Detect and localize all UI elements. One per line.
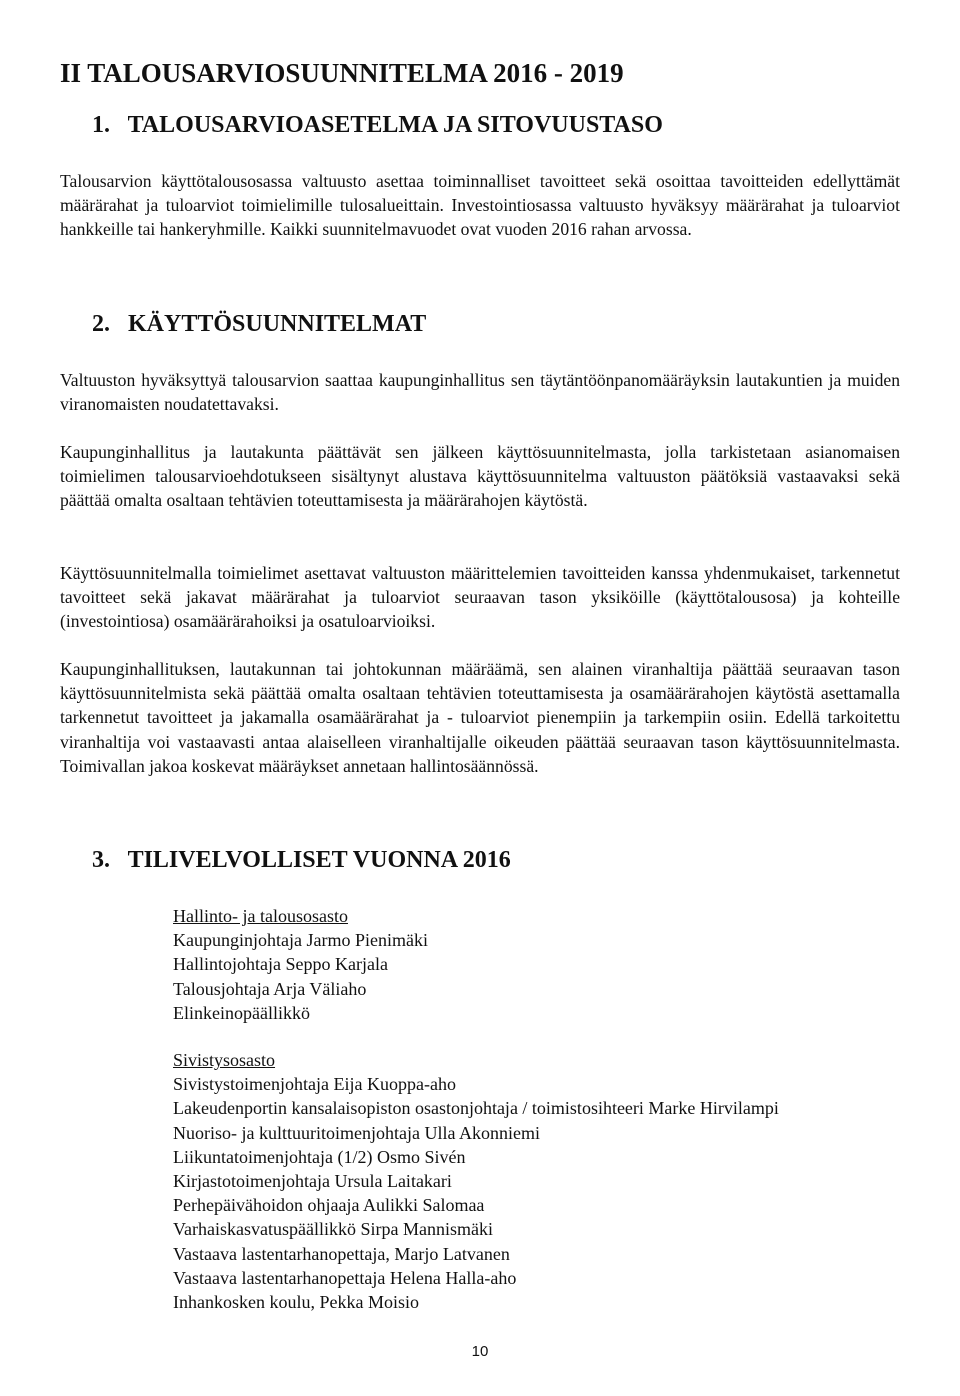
section-2-paragraph-2: Kaupunginhallitus ja lautakunta päättävät sen jälkeen käyttösuunnitelmasta, jolla tarkistetaan asianomaisen toimielimen talousarvioehdotukseen sisältynyt alustava käyttösuunnitelma valtuuston päätöksiä vastaavaksi sekä päättää omalta osaltaan tehtävien toteuttamisesta ja määrärahojen käytöstä. bbox=[60, 442, 900, 511]
list-item: Kaupunginjohtaja Jarmo Pienimäki bbox=[173, 930, 428, 951]
section-3-number: 3. bbox=[92, 847, 110, 873]
list-item: Talousjohtaja Arja Väliaho bbox=[173, 978, 367, 999]
list-item: Vastaava lastentarhanopettaja Helena Halla-aho bbox=[173, 1267, 517, 1288]
list-item: Perhepäivähoidon ohjaaja Aulikki Salomaa bbox=[173, 1195, 485, 1216]
section-2-paragraph-4: Kaupunginhallituksen, lautakunnan tai johtokunnan määräämä, sen alainen viranhaltija päättää seuraavan tason käyttösuunnitelmista sekä päättää omalta osaltaan tehtävien toteuttamisesta ja osamäärärahojen käytöstä asettamalla tarkennetut tavoitteet ja jakamalla osamäärärahat ja - tuloarviot pienempiin ja tarkempiin osiin. Edellä tarkoitettu viranhaltija voi vastaavasti antaa alaiselleen viranhaltijalle oikeuden päättää seuraavan tason käyttösuunnitelmasta. Toimivallan jakoa koskevat määräykset annetaan hallintosäännössä. bbox=[60, 659, 900, 776]
list-item: Vastaava lastentarhanopettaja, Marjo Latvanen bbox=[173, 1243, 510, 1264]
section-2-paragraph-1: Valtuuston hyväksyttyä talousarvion saattaa kaupunginhallitus sen täytäntöönpanomääräyksin lautakuntien ja muiden viranomaisten noudatettavaksi. bbox=[60, 370, 900, 415]
section-3-heading bbox=[92, 847, 511, 874]
group-title: Hallinto- ja talousosasto bbox=[173, 906, 348, 926]
section-1-title: TALOUSARVIOASETELMA JA SITOVUUSTASO bbox=[127, 112, 663, 138]
list-item: Hallintojohtaja Seppo Karjala bbox=[173, 954, 388, 975]
group-sivistys bbox=[173, 1048, 779, 1314]
main-title: II TALOUSARVIOSUUNNITELMA 2016 - 2019 bbox=[60, 58, 624, 88]
list-item: Nuoriso- ja kulttuuritoimenjohtaja Ulla Akonniemi bbox=[173, 1122, 540, 1143]
list-item: Elinkeinopäällikkö bbox=[173, 1002, 310, 1023]
list-item: Sivistystoimenjohtaja Eija Kuoppa-aho bbox=[173, 1074, 456, 1095]
group-hallinto bbox=[173, 904, 428, 1025]
list-item: Kirjastotoimenjohtaja Ursula Laitakari bbox=[173, 1171, 452, 1192]
list-item: Liikuntatoimenjohtaja (1/2) Osmo Sivén bbox=[173, 1146, 466, 1167]
page-number: 10 bbox=[471, 1343, 489, 1360]
section-2-heading bbox=[92, 311, 426, 338]
section-2-title: KÄYTTÖSUUNNITELMAT bbox=[128, 311, 427, 337]
list-item: Lakeudenportin kansalaisopiston osastonjohtaja / toimistosihteeri Marke Hirvilampi bbox=[173, 1098, 779, 1119]
section-1-heading bbox=[92, 112, 663, 139]
group-title: Sivistysosasto bbox=[173, 1050, 276, 1070]
section-1-number: 1. bbox=[92, 112, 110, 138]
list-item: Varhaiskasvatuspäällikkö Sirpa Mannismäki bbox=[173, 1219, 493, 1240]
section-2-paragraph-3: Käyttösuunnitelmalla toimielimet asettavat valtuuston määrittelemien tavoitteiden kanssa yhdenmukaiset, tarkennetut tavoitteet sekä jakavat määrärahat ja tuloarviot seuraavan tason yksiköille (käyttötalousosa) ja kohteille (investointiosa) osamäärärahoiksi ja osatuloarvioiksi. bbox=[60, 563, 900, 632]
section-1-paragraph-1: Talousarvion käyttötalousosassa valtuusto asettaa toiminnalliset tavoitteet sekä osoittaa tavoitteiden edellyttämät määrärahat ja tuloarviot toimielimille tulosalueittain. Investointiosassa valtuusto hyväksyy määrärahat ja tuloarviot hankkeille tai hankeryhmille. Kaikki suunnitelmavuodet ovat vuoden 2016 rahan arvossa. bbox=[60, 171, 900, 240]
section-2-number: 2. bbox=[92, 311, 110, 337]
section-3-title: TILIVELVOLLISET VUONNA 2016 bbox=[127, 847, 511, 873]
list-item: Inhankosken koulu, Pekka Moisio bbox=[173, 1292, 419, 1313]
